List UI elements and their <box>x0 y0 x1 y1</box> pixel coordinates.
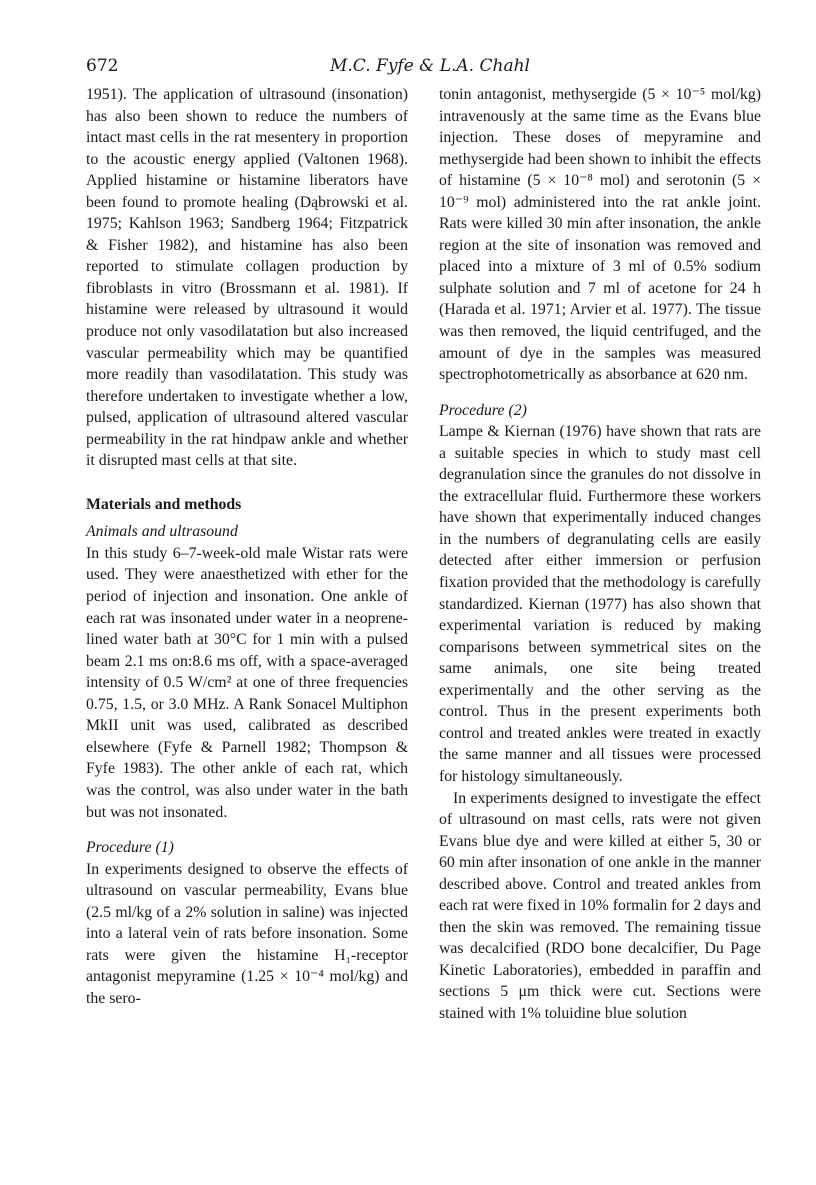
procedure1-paragraph: In experiments designed to observe the effects of ultrasound on vascular permeability, Evans blue (2.5 ml/kg of a 2% solution in saline) was injected into a lateral vein of rats before insonation. Some rats were given the histamine H₁-receptor antagonist mepyramine (1.25 × 10⁻⁴ mol/kg) and the sero- <box>86 860 408 1007</box>
continued-paragraph: tonin antagonist, methysergide (5 × 10⁻⁵ mol/kg) intravenously at the same time as the Evans blue injection. These doses of mepyramine and methysergide had been shown to inhibit the effects of histamine (5 × 10⁻⁸ mol) and serotonin (5 × 10⁻⁹ mol) administered into the rat ankle joint. Rats were killed 30 min after insonation, the ankle region at the site of insonation was removed and placed into a mixture of 3 ml of 0.5% sodium sulphate solution and 7 ml of acetone for 24 h (Harada et al. 1971; Arvier et al. 1977). The tissue was then removed, the liquid centrifuged, and the amount of dye in the samples was measured spectrophotometrically as absorbance at 620 nm. <box>439 86 761 384</box>
procedure2-paragraph-1: Lampe & Kiernan (1976) have shown that rats are a suitable species in which to study mast cell degranulation since the granules do not dissolve in the extracellular fluid. Furthermore these workers have shown that experimentally induced changes in the numbers of degranulating cells are easily detected after either immersion or perfusion fixation provided that the methodology is carefully standardized. Kiernan (1977) has also shown that experimental variation is reduced by making comparisons between symmetrical sites on the same animals, one site being treated experimentally and the other serving as the control. Thus in the present experiments both control and treated ankles were treated in exactly the same manner and all tissues were processed for histology simultaneously. <box>439 423 762 785</box>
animals-paragraph: In this study 6–7-week-old male Wistar rats were used. They were anaesthetized with ether for the period of injection and insonation. One ankle of each rat was insonated under water in a neoprene-lined water bath at 30°C for 1 min with a pulsed beam 2.1 ms on:8.6 ms off, with a space-averaged intensity of 0.5 W/cm² at one of three frequencies 0.75, 1.5, or 3.0 MHz. A Rank Sonacel Multiphon MkII unit was used, calibrated as described elsewhere (Fyfe & Parnell 1982; Thompson & Fyfe 1983). The other ankle of each rat, which was the control, was also under water in the bath but was not insonated. <box>86 544 408 821</box>
intro-paragraph: 1951). The application of ultrasound (insonation) has also been shown to reduce the numbers of intact mast cells in the rat mesentery in proportion to the acoustic energy applied (Valtonen 1968). Applied histamine or histamine liberators have been found to promote healing (Dąbrowski et al. 1975; Kahlson 1963; Sandberg 1964; Fitzpatrick & Fisher 1982), and histamine has also been reported to stimulate collagen production by fibroblasts in vitro (Brossmann et al. 1981). If histamine were released by ultrasound it would produce not only vasodilatation but also increased vascular permeability which may be quantified more readily than vasodilatation. This study was therefore undertaken to investigate whether a low, pulsed, application of ultrasound altered vascular permeability in the rat hindpaw ankle and whether it disrupted mast cells at that site. <box>86 86 408 470</box>
page-header <box>86 56 776 82</box>
section-heading: Materials and methods <box>86 495 242 513</box>
page-number: 672 <box>86 56 119 76</box>
right-column <box>439 84 761 1025</box>
running-title: M.C. Fyfe & L.A. Chahl <box>330 56 530 76</box>
left-column <box>86 84 408 1009</box>
animals-heading: Animals and ultrasound <box>86 523 238 541</box>
procedure2-paragraph-2: In experiments designed to investigate the effect of ultrasound on mast cells, rats were not given Evans blue dye and were killed at either 5, 30 or 60 min after insonation of one ankle in the manner described above. Control and treated ankles from each rat were fixed in 10% formalin for 2 days and then the skin was removed. The remaining tissue was decalcified (RDO bone decalcifier, Du Page Kinetic Laboratories), embedded in paraffin and sections 5 μm thick were cut. Sections were stained with 1% toluidine blue solution <box>439 789 761 1022</box>
procedure2-heading: Procedure (2) <box>439 401 527 419</box>
procedure1-heading: Procedure (1) <box>86 839 174 857</box>
